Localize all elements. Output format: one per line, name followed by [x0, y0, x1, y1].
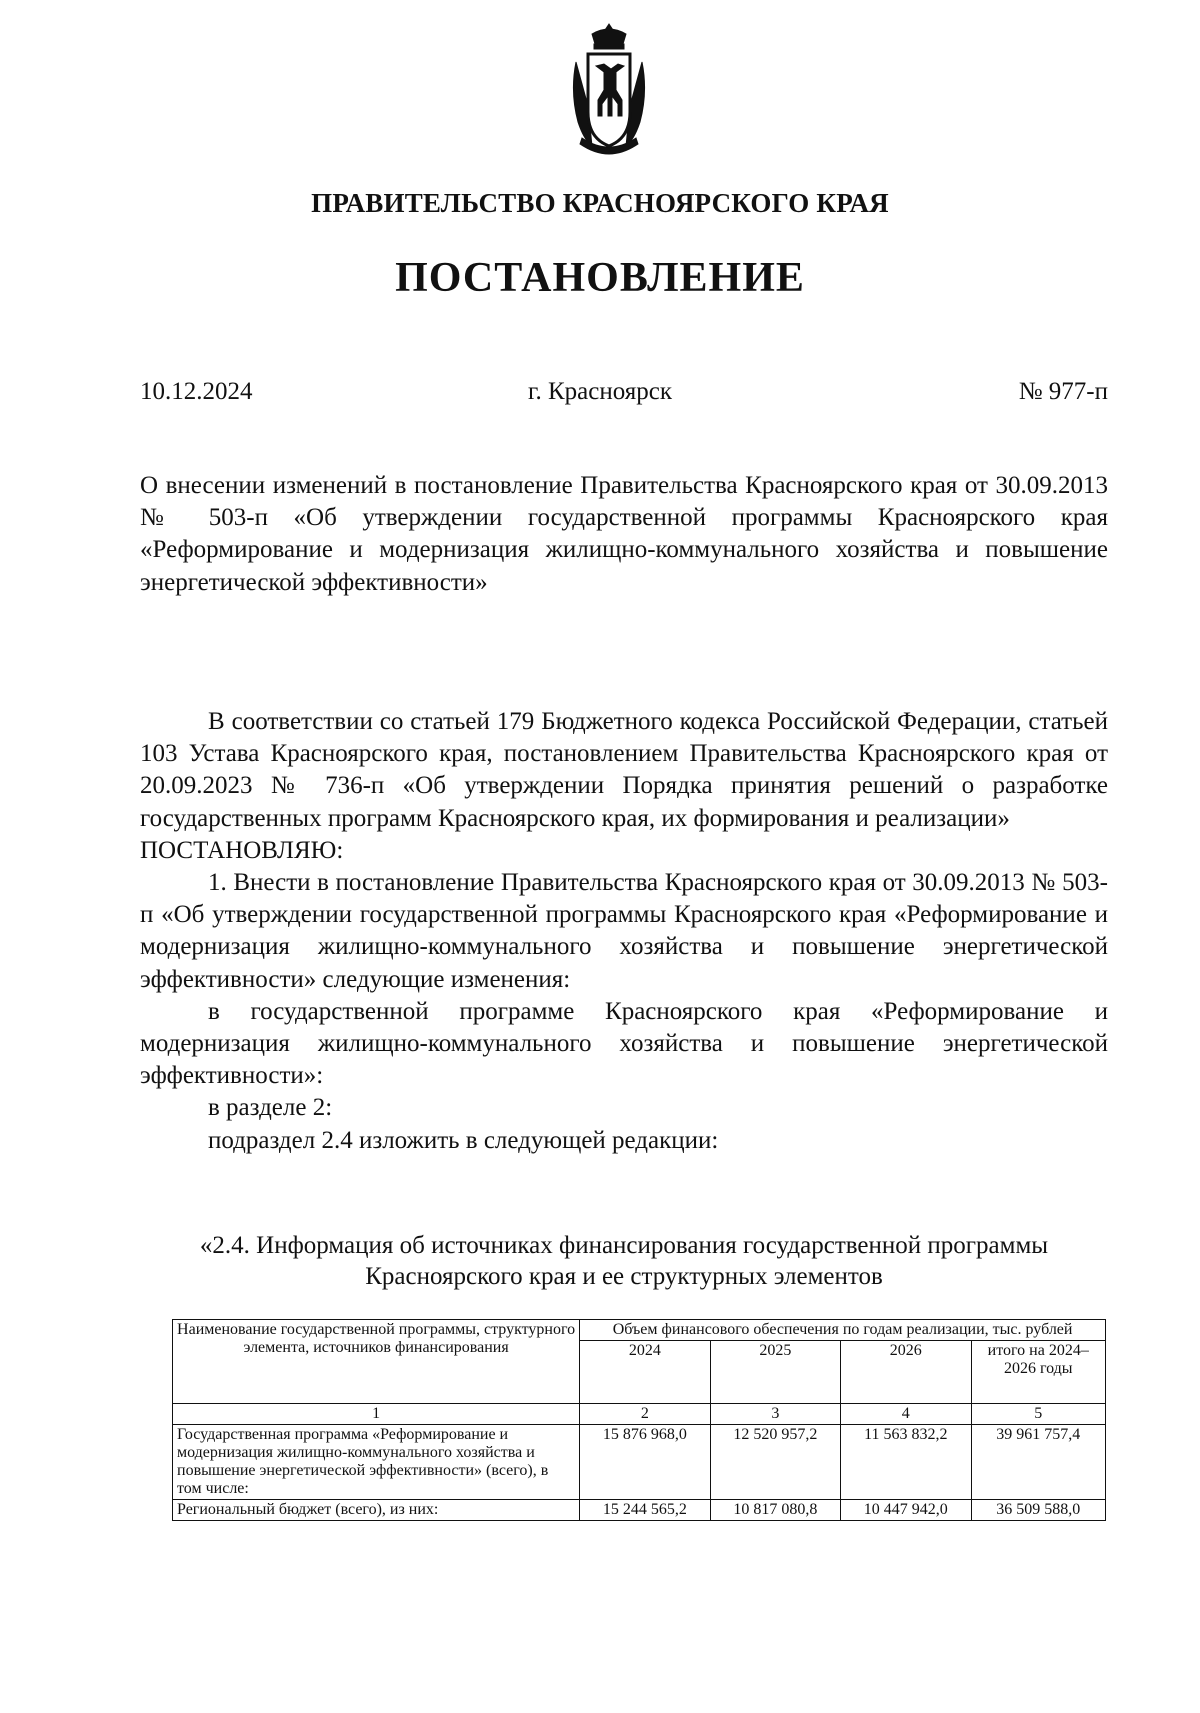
table-header-group: Объем финансового обеспечения по годам реализации, тыс. рублей [580, 1320, 1106, 1341]
row-name: Государственная программа «Реформирование и модернизация жилищно-коммунального хозяйства и повышение энергетической эффективности» (всего), в том числе: [173, 1425, 580, 1500]
coat-of-arms-icon [566, 20, 652, 160]
subsection-paragraph: подраздел 2.4 изложить в следующей редакции: [208, 1126, 719, 1154]
document-kind-title: ПОСТАНОВЛЕНИЕ [395, 255, 805, 301]
table-column-number: 3 [710, 1404, 840, 1425]
table-column-number: 5 [971, 1404, 1105, 1425]
section-paragraph: в разделе 2: [208, 1094, 333, 1122]
table-header-year: 2026 [841, 1341, 971, 1404]
document-subject: О внесении изменений в постановление Правительства Красноярского края от 30.09.2013 № 503-п «Об утверждении государственной программы Красноярского края «Реформирование и модернизация жилищно-коммунального хозяйства и повышение энергетической эффективности» [140, 472, 1108, 596]
row-value: 12 520 957,2 [710, 1425, 840, 1500]
row-value: 10 447 942,0 [841, 1500, 971, 1521]
row-value: 10 817 080,8 [710, 1500, 840, 1521]
table-column-number: 4 [841, 1404, 971, 1425]
row-value: 11 563 832,2 [841, 1425, 971, 1500]
table-header-total: итого на 2024–2026 годы [971, 1341, 1105, 1404]
financing-table [172, 1319, 1106, 1521]
row-value: 15 876 968,0 [580, 1425, 710, 1500]
document-date: 10.12.2024 [140, 378, 253, 405]
row-value: 15 244 565,2 [580, 1500, 710, 1521]
preamble-paragraph: В соответствии со статьей 179 Бюджетного кодекса Российской Федерации, статьей 103 Устава Красноярского края, постановлением Правительства Красноярского края от 20.09.2023 № 736-п «Об утверждении Порядка принятия решений о разработке государственных программ Красноярского края, их формирования и реализации» [140, 708, 1108, 832]
document-city: г. Красноярск [528, 378, 672, 405]
item-1-paragraph: 1. Внести в постановление Правительства Красноярского края от 30.09.2013 № 503-п «Об утверждении государственной программы Красноярского края «Реформирование и модернизация жилищно-коммунального хозяйства и повышение энергетической эффективности» следующие изменения: [140, 869, 1108, 993]
table-column-number: 2 [580, 1404, 710, 1425]
row-name: Региональный бюджет (всего), из них: [173, 1500, 580, 1521]
government-title: ПРАВИТЕЛЬСТВО КРАСНОЯРСКОГО КРАЯ [311, 188, 889, 218]
resolution-keyword: ПОСТАНОВЛЯЮ: [140, 836, 344, 864]
table-column-number: 1 [173, 1404, 580, 1425]
document-body [140, 706, 1108, 1157]
row-value: 39 961 757,4 [971, 1425, 1105, 1500]
row-value: 36 509 588,0 [971, 1500, 1105, 1521]
program-paragraph: в государственной программе Красноярского края «Реформирование и модернизация жилищно-коммунального хозяйства и повышение энергетической эффективности»: [140, 997, 1108, 1090]
document-number: № 977-п [1018, 378, 1108, 405]
subsection-heading: «2.4. Информация об источниках финансирования государственной программы Красноярского края и ее структурных элементов [199, 1232, 1049, 1290]
table-header-name: Наименование государственной программы, структурного элемента, источников финансирования [173, 1320, 580, 1404]
table-header-year: 2024 [580, 1341, 710, 1404]
table-row [173, 1500, 1106, 1521]
table-header-year: 2025 [710, 1341, 840, 1404]
table-row [173, 1425, 1106, 1500]
